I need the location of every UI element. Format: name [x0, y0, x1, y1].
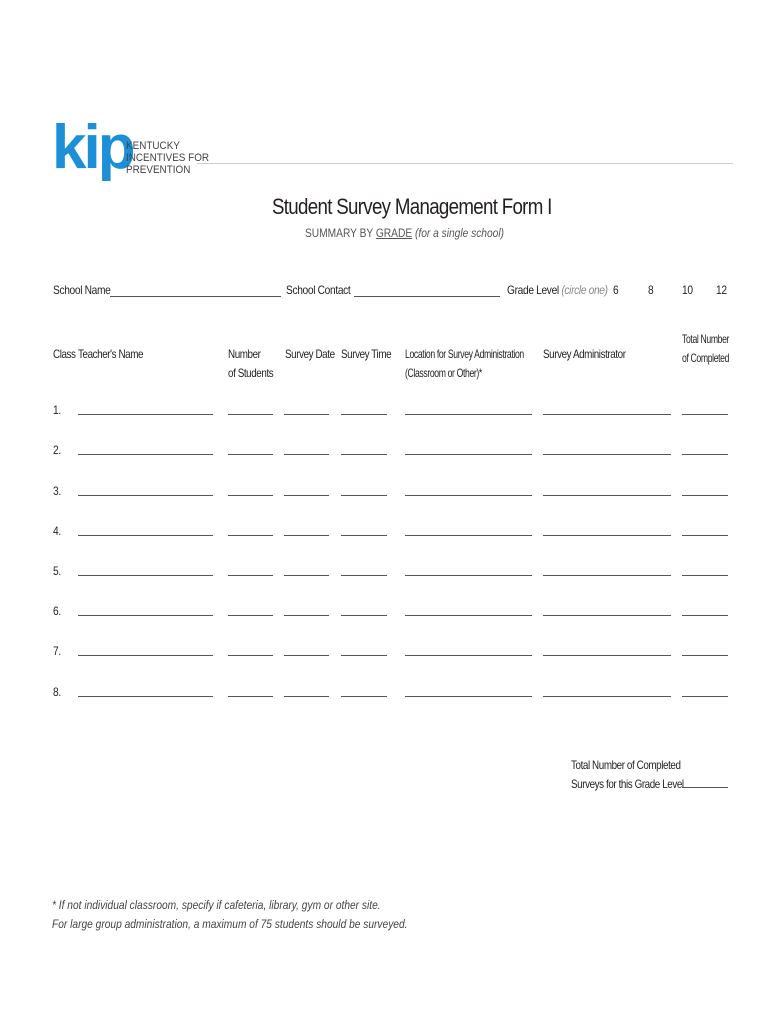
col-time: Survey Time — [341, 347, 392, 361]
administrator-field[interactable] — [543, 615, 671, 616]
time-field[interactable] — [341, 575, 387, 576]
col-number — [228, 345, 273, 383]
location-field[interactable] — [405, 575, 532, 576]
subtitle-note: (for a single school) — [412, 226, 504, 240]
administrator-field[interactable] — [543, 495, 671, 496]
number-field[interactable] — [228, 615, 273, 616]
col-number-line: of Students — [228, 366, 274, 380]
time-field[interactable] — [341, 495, 387, 496]
footnote — [52, 896, 407, 934]
location-field[interactable] — [405, 454, 532, 455]
date-field[interactable] — [284, 414, 329, 415]
grade-hint: (circle one) — [561, 283, 608, 297]
school-contact-field[interactable] — [354, 296, 500, 297]
col-total-line: Total Number — [682, 332, 730, 346]
subtitle-prefix: SUMMARY BY — [305, 226, 376, 240]
number-field[interactable] — [228, 535, 273, 536]
grade-level-label — [507, 283, 608, 297]
administrator-field[interactable] — [543, 696, 671, 697]
teacher-field[interactable] — [78, 495, 213, 496]
col-date: Survey Date — [285, 347, 335, 361]
row-number: 3. — [53, 484, 61, 498]
number-field[interactable] — [228, 495, 273, 496]
location-field[interactable] — [405, 535, 532, 536]
total-field[interactable] — [682, 495, 728, 496]
teacher-field[interactable] — [78, 575, 213, 576]
teacher-field[interactable] — [78, 696, 213, 697]
location-field[interactable] — [405, 696, 532, 697]
number-field[interactable] — [228, 454, 273, 455]
number-field[interactable] — [228, 655, 273, 656]
location-field[interactable] — [405, 414, 532, 415]
footnote-line: * If not individual classroom, specify if cafeteria, library, gym or other site. — [52, 898, 381, 912]
total-field[interactable] — [682, 535, 728, 536]
col-location-line: (Classroom or Other)* — [405, 366, 482, 380]
footnote-line: For large group administration, a maximum of 75 students should be surveyed. — [52, 917, 408, 931]
teacher-field[interactable] — [78, 615, 213, 616]
grade-option-10[interactable]: 10 — [682, 283, 693, 297]
row-number: 4. — [53, 524, 61, 538]
col-number-line: Number — [228, 347, 261, 361]
header-rule — [197, 163, 733, 164]
date-field[interactable] — [284, 535, 329, 536]
col-administrator: Survey Administrator — [543, 347, 626, 361]
number-field[interactable] — [228, 696, 273, 697]
row-number: 5. — [53, 564, 61, 578]
org-line: INCENTIVES FOR — [126, 152, 210, 164]
teacher-field[interactable] — [78, 535, 213, 536]
time-field[interactable] — [341, 535, 387, 536]
date-field[interactable] — [284, 615, 329, 616]
teacher-field[interactable] — [78, 414, 213, 415]
col-total-line: of Completed — [682, 351, 730, 365]
row-number: 7. — [53, 644, 61, 658]
time-field[interactable] — [341, 454, 387, 455]
grade-option-12[interactable]: 12 — [716, 283, 727, 297]
time-field[interactable] — [341, 696, 387, 697]
org-name — [126, 140, 209, 176]
school-contact-label: School Contact — [286, 283, 351, 297]
location-field[interactable] — [405, 655, 532, 656]
grade-total-label — [571, 756, 684, 794]
time-field[interactable] — [341, 615, 387, 616]
total-field[interactable] — [682, 414, 728, 415]
number-field[interactable] — [228, 575, 273, 576]
administrator-field[interactable] — [543, 655, 671, 656]
row-number: 1. — [53, 403, 61, 417]
administrator-field[interactable] — [543, 454, 671, 455]
org-line: PREVENTION — [126, 164, 191, 176]
date-field[interactable] — [284, 495, 329, 496]
total-field[interactable] — [682, 696, 728, 697]
number-field[interactable] — [228, 414, 273, 415]
date-field[interactable] — [284, 655, 329, 656]
grade-option-6[interactable]: 6 — [613, 283, 619, 297]
location-field[interactable] — [405, 615, 532, 616]
grade-total-line: Total Number of Completed — [571, 758, 681, 772]
date-field[interactable] — [284, 696, 329, 697]
teacher-field[interactable] — [78, 655, 213, 656]
administrator-field[interactable] — [543, 414, 671, 415]
teacher-field[interactable] — [78, 454, 213, 455]
kip-logo: kip — [52, 113, 133, 182]
col-location-line: Location for Survey Administration — [405, 347, 524, 361]
page-subtitle — [305, 226, 504, 240]
page-title: Student Survey Management Form I — [272, 194, 552, 219]
total-field[interactable] — [682, 615, 728, 616]
school-name-label: School Name — [53, 283, 111, 297]
grade-option-8[interactable]: 8 — [648, 283, 654, 297]
administrator-field[interactable] — [543, 575, 671, 576]
school-name-field[interactable] — [110, 296, 281, 297]
org-line: KENTUCKY — [126, 140, 180, 152]
row-number: 8. — [53, 685, 61, 699]
date-field[interactable] — [284, 454, 329, 455]
administrator-field[interactable] — [543, 535, 671, 536]
time-field[interactable] — [341, 414, 387, 415]
total-field[interactable] — [682, 454, 728, 455]
col-location — [405, 345, 524, 383]
row-number: 6. — [53, 604, 61, 618]
grade-total-line: Surveys for this Grade Level — [571, 777, 684, 791]
grade-level-text: Grade Level — [507, 283, 559, 297]
total-field[interactable] — [682, 655, 728, 656]
grade-total-field[interactable] — [682, 787, 728, 788]
total-field[interactable] — [682, 575, 728, 576]
location-field[interactable] — [405, 495, 532, 496]
time-field[interactable] — [341, 655, 387, 656]
col-class: Class — [53, 347, 76, 361]
col-teacher: Teacher's Name — [78, 347, 144, 361]
subtitle-grade: GRADE — [375, 226, 413, 240]
col-total — [682, 330, 729, 368]
date-field[interactable] — [284, 575, 329, 576]
row-number: 2. — [53, 443, 61, 457]
